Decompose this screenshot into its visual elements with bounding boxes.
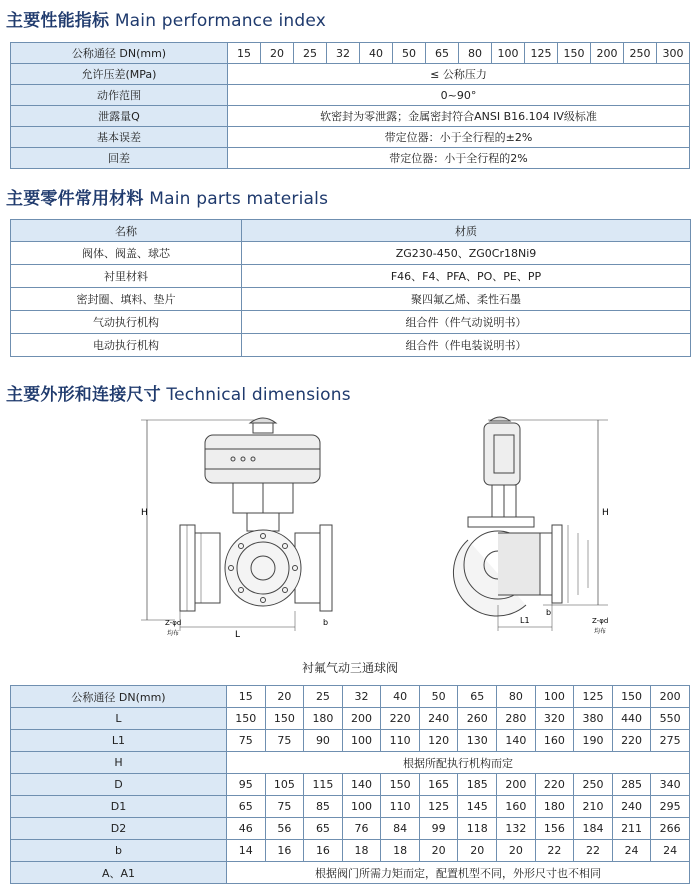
dim-value: 160 bbox=[535, 730, 574, 752]
dn-cell: 32 bbox=[342, 686, 381, 708]
dim-value: 76 bbox=[342, 818, 381, 840]
table-header-row bbox=[11, 686, 690, 708]
dim-value: 180 bbox=[535, 796, 574, 818]
table-header-row bbox=[11, 43, 690, 64]
dim-value: 190 bbox=[574, 730, 613, 752]
dim-label-l1: L1 bbox=[520, 616, 530, 625]
dn-cell: 200 bbox=[591, 43, 624, 64]
row-label: L bbox=[11, 708, 227, 730]
row-label: D2 bbox=[11, 818, 227, 840]
dim-value: 184 bbox=[574, 818, 613, 840]
dim-value: 20 bbox=[458, 840, 497, 862]
table-row bbox=[11, 818, 690, 840]
dim-value: 440 bbox=[612, 708, 651, 730]
material-row-value: 组合件（件气动说明书） bbox=[242, 311, 691, 334]
dim-value: 100 bbox=[342, 730, 381, 752]
dim-value: 16 bbox=[304, 840, 343, 862]
dim-value: 550 bbox=[651, 708, 690, 730]
table-row bbox=[11, 862, 690, 884]
dim-value: 295 bbox=[651, 796, 690, 818]
row-label: D bbox=[11, 774, 227, 796]
row-label: A、A1 bbox=[11, 862, 227, 884]
dim-value: 220 bbox=[612, 730, 651, 752]
dim-value: 20 bbox=[497, 840, 536, 862]
dim-label-l: L bbox=[235, 630, 241, 640]
material-row-name: 电动执行机构 bbox=[11, 334, 242, 357]
dn-cell: 25 bbox=[294, 43, 327, 64]
dn-cell: 100 bbox=[492, 43, 525, 64]
dn-cell: 40 bbox=[360, 43, 393, 64]
row-label: L1 bbox=[11, 730, 227, 752]
dim-value: 150 bbox=[265, 708, 304, 730]
dim-value: 200 bbox=[497, 774, 536, 796]
dn-cell: 80 bbox=[459, 43, 492, 64]
performance-table bbox=[10, 42, 690, 169]
side-view-drawing bbox=[448, 405, 623, 645]
row-label: 公称通径 DN(mm) bbox=[11, 43, 228, 64]
dim-value: 18 bbox=[381, 840, 420, 862]
dim-value: 211 bbox=[612, 818, 651, 840]
dim-label-h-side: H bbox=[602, 508, 609, 518]
dim-value: 18 bbox=[342, 840, 381, 862]
col-header-name: 名称 bbox=[11, 220, 242, 242]
dn-cell: 32 bbox=[327, 43, 360, 64]
material-row-value: F46、F4、PFA、PO、PE、PP bbox=[242, 265, 691, 288]
dim-value: 22 bbox=[574, 840, 613, 862]
section-title-en: Main parts materials bbox=[149, 189, 329, 209]
row-label: 公称通径 DN(mm) bbox=[11, 686, 227, 708]
row-label: b bbox=[11, 840, 227, 862]
dn-cell: 125 bbox=[525, 43, 558, 64]
dimensions-table bbox=[10, 685, 690, 884]
dim-value: 105 bbox=[265, 774, 304, 796]
dim-value: 100 bbox=[342, 796, 381, 818]
dim-value: 240 bbox=[419, 708, 458, 730]
dn-cell: 100 bbox=[535, 686, 574, 708]
dim-label-holes: Z-φd bbox=[165, 619, 182, 627]
dim-value: 65 bbox=[227, 796, 266, 818]
section-title-cn: 主要零件常用材料 bbox=[6, 189, 144, 209]
dim-value: 280 bbox=[497, 708, 536, 730]
table-row bbox=[11, 64, 690, 85]
dim-value: 132 bbox=[497, 818, 536, 840]
table-row bbox=[11, 106, 690, 127]
dim-value: 220 bbox=[381, 708, 420, 730]
dim-label-holes-note: 均布 bbox=[167, 630, 180, 637]
table-row bbox=[11, 774, 690, 796]
row-label: 动作范围 bbox=[11, 85, 228, 106]
dn-cell: 80 bbox=[497, 686, 536, 708]
dn-cell: 300 bbox=[657, 43, 690, 64]
drawing-caption: 衬氟气动三通球阀 bbox=[301, 661, 398, 675]
dim-value: 210 bbox=[574, 796, 613, 818]
dim-value: 220 bbox=[535, 774, 574, 796]
table-row bbox=[11, 840, 690, 862]
dim-value: 320 bbox=[535, 708, 574, 730]
dim-value: 260 bbox=[458, 708, 497, 730]
material-row-value: ZG230-450、ZG0Cr18Ni9 bbox=[242, 242, 691, 265]
dim-value: 20 bbox=[419, 840, 458, 862]
dim-value: 24 bbox=[612, 840, 651, 862]
dn-cell: 150 bbox=[612, 686, 651, 708]
table-row bbox=[11, 148, 690, 169]
dn-cell: 150 bbox=[558, 43, 591, 64]
dim-value: 180 bbox=[304, 708, 343, 730]
dim-value: 145 bbox=[458, 796, 497, 818]
dim-value: 118 bbox=[458, 818, 497, 840]
material-row-value: 组合件（件电装说明书） bbox=[242, 334, 691, 357]
dim-value: 200 bbox=[342, 708, 381, 730]
dn-cell: 65 bbox=[458, 686, 497, 708]
dn-cell: 20 bbox=[265, 686, 304, 708]
dn-cell: 50 bbox=[393, 43, 426, 64]
dim-value: 22 bbox=[535, 840, 574, 862]
dn-cell: 125 bbox=[574, 686, 613, 708]
dim-label-h: H bbox=[141, 508, 148, 518]
row-value: 根据阀门所需力矩而定，配置机型不同，外形尺寸也不相同 bbox=[227, 862, 690, 884]
dim-value: 110 bbox=[381, 796, 420, 818]
dim-value: 340 bbox=[651, 774, 690, 796]
row-value: 0~90° bbox=[228, 85, 690, 106]
dim-value: 130 bbox=[458, 730, 497, 752]
row-label: D1 bbox=[11, 796, 227, 818]
row-value: 带定位器：小于全行程的2% bbox=[228, 148, 690, 169]
dim-label-b: b bbox=[323, 618, 329, 627]
dn-cell: 50 bbox=[419, 686, 458, 708]
row-value: 带定位器：小于全行程的±2% bbox=[228, 127, 690, 148]
dim-value: 115 bbox=[304, 774, 343, 796]
dim-value: 250 bbox=[574, 774, 613, 796]
dn-cell: 40 bbox=[381, 686, 420, 708]
dim-value: 140 bbox=[497, 730, 536, 752]
dim-label-b-side: b bbox=[546, 608, 552, 617]
dim-value: 99 bbox=[419, 818, 458, 840]
dim-value: 84 bbox=[381, 818, 420, 840]
dim-value: 75 bbox=[265, 796, 304, 818]
section-title-dimensions bbox=[6, 380, 351, 405]
material-row-value: 聚四氟乙烯、柔性石墨 bbox=[242, 288, 691, 311]
dim-value: 75 bbox=[265, 730, 304, 752]
dim-value: 24 bbox=[651, 840, 690, 862]
dim-value: 46 bbox=[227, 818, 266, 840]
section-title-cn: 主要外形和连接尺寸 bbox=[6, 385, 161, 405]
dim-value: 275 bbox=[651, 730, 690, 752]
dim-value: 165 bbox=[419, 774, 458, 796]
row-value: ≤ 公称压力 bbox=[228, 64, 690, 85]
dim-value: 266 bbox=[651, 818, 690, 840]
dim-value: 160 bbox=[497, 796, 536, 818]
dim-value: 380 bbox=[574, 708, 613, 730]
dim-value: 65 bbox=[304, 818, 343, 840]
dim-value: 285 bbox=[612, 774, 651, 796]
dim-value: 90 bbox=[304, 730, 343, 752]
dn-cell: 15 bbox=[227, 686, 266, 708]
dim-value: 156 bbox=[535, 818, 574, 840]
material-row-name: 阀体、阀盖、球芯 bbox=[11, 242, 242, 265]
dim-value: 110 bbox=[381, 730, 420, 752]
dn-cell: 200 bbox=[651, 686, 690, 708]
front-view-drawing bbox=[135, 405, 345, 645]
dim-value: 75 bbox=[227, 730, 266, 752]
materials-table bbox=[10, 219, 691, 357]
table-row bbox=[11, 796, 690, 818]
col-header-material: 材质 bbox=[242, 220, 691, 242]
dim-value: 240 bbox=[612, 796, 651, 818]
dim-value: 85 bbox=[304, 796, 343, 818]
row-label: 允许压差(MPa) bbox=[11, 64, 228, 85]
dim-value: 150 bbox=[381, 774, 420, 796]
dim-value: 140 bbox=[342, 774, 381, 796]
dim-value: 120 bbox=[419, 730, 458, 752]
section-title-en: Technical dimensions bbox=[166, 385, 351, 405]
row-label: 回差 bbox=[11, 148, 228, 169]
row-label: 泄露量Q bbox=[11, 106, 228, 127]
dn-cell: 25 bbox=[304, 686, 343, 708]
dn-cell: 250 bbox=[624, 43, 657, 64]
material-row-name: 密封圈、填料、垫片 bbox=[11, 288, 242, 311]
section-title-materials bbox=[6, 184, 328, 209]
dim-label-holes-side: Z-φd bbox=[592, 617, 609, 625]
dn-cell: 65 bbox=[426, 43, 459, 64]
material-row-name: 衬里材料 bbox=[11, 265, 242, 288]
dim-value: 14 bbox=[227, 840, 266, 862]
table-row bbox=[11, 752, 690, 774]
section-title-performance bbox=[6, 6, 326, 31]
dim-value: 125 bbox=[419, 796, 458, 818]
dn-cell: 15 bbox=[228, 43, 261, 64]
row-label: H bbox=[11, 752, 227, 774]
section-title-en: Main performance index bbox=[114, 11, 326, 31]
table-row bbox=[11, 730, 690, 752]
dim-value: 16 bbox=[265, 840, 304, 862]
row-value: 根据所配执行机构而定 bbox=[227, 752, 690, 774]
table-row bbox=[11, 85, 690, 106]
dim-value: 150 bbox=[227, 708, 266, 730]
dim-value: 185 bbox=[458, 774, 497, 796]
table-row bbox=[11, 127, 690, 148]
row-label: 基本误差 bbox=[11, 127, 228, 148]
section-title-cn: 主要性能指标 bbox=[6, 11, 110, 31]
row-value: 软密封为零泄露；金属密封符合ANSI B16.104 IV级标准 bbox=[228, 106, 690, 127]
dim-value: 95 bbox=[227, 774, 266, 796]
dim-label-holes-note-side: 均布 bbox=[594, 628, 607, 635]
dn-cell: 20 bbox=[261, 43, 294, 64]
material-row-name: 气动执行机构 bbox=[11, 311, 242, 334]
table-row bbox=[11, 708, 690, 730]
dim-value: 56 bbox=[265, 818, 304, 840]
